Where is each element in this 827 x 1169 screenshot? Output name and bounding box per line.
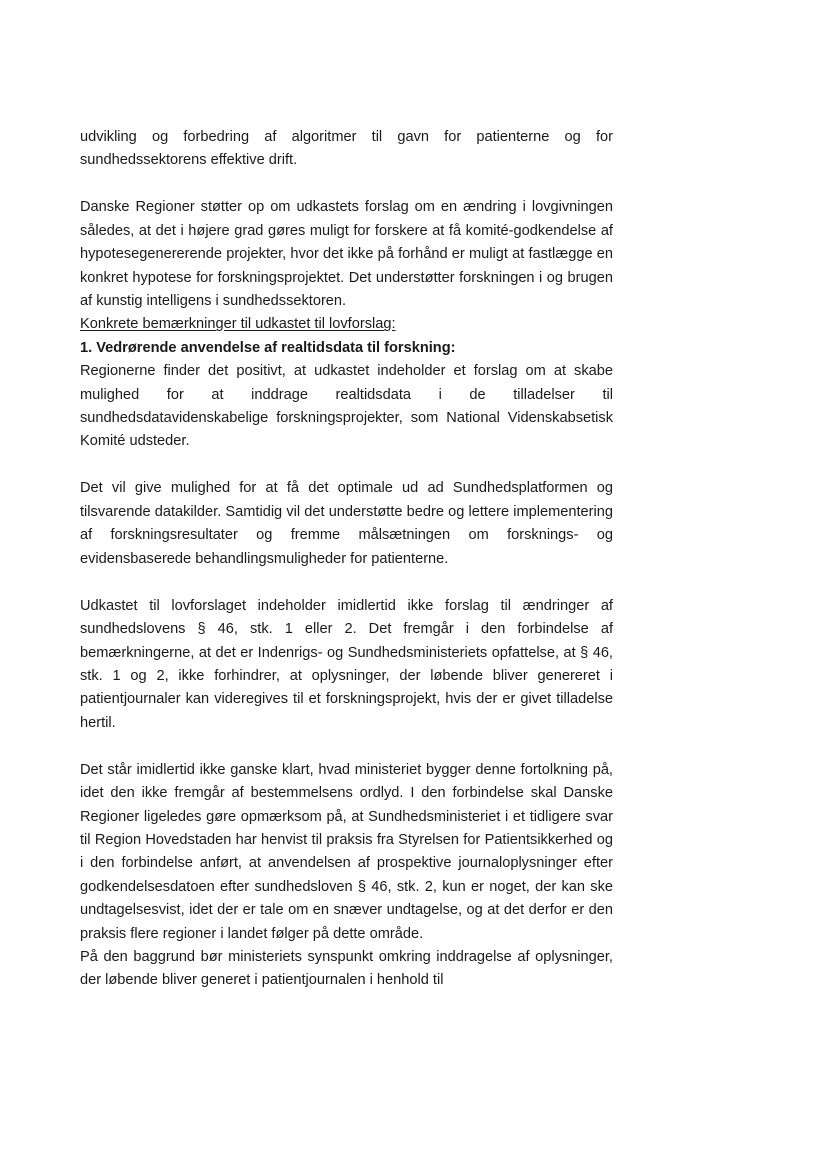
paragraph-support-statement: Danske Regioner støtter op om udkastets forslag om en ændring i lovgivningen således, at det i højere grad gøres muligt for forskere at få komité-godkendelse af hypotesegenererende projekter, hvor det ikke på forhånd er muligt at fastlægge en konkret hypotese for forskningsprojektet. Det understøtter forskningen i og brugen af kunstig intelligens i sundhedssektoren.: [80, 199, 613, 310]
document-body: [80, 126, 613, 993]
paragraph-intro-continuation: udvikling og forbedring af algoritmer til gavn for patienterne og for sundhedssektorens effektive drift.: [80, 129, 613, 169]
paragraph-ministry-view: På den baggrund bør ministeriets synspunkt omkring inddragelse af oplysninger, der løbende bliver generet i patientjournalen i henhold til: [80, 948, 613, 989]
paragraph-realtime-data: Regionerne finder det positivt, at udkastet indeholder et forslag om at skabe mulighed for at inddrage realtidsdata i de tilladelser til sundhedsdatavidenskabelige forskningsprojekter, som National Videnskabsetisk Komité udsteder.: [80, 363, 613, 450]
paragraph-interpretation: Det står imidlertid ikke ganske klart, hvad ministeriet bygger denne fortolkning på, idet den ikke fremgår af bestemmelsens ordlyd. I den forbindelse skal Danske Regioner ligeledes gøre opmærksom på, at Sundhedsministeriet i et tidligere svar til Region Hovedstaden har henvist til praksis fra Styrelsen for Patientsikkerhed og i den forbindelse anført, at anvendelsen af prospektive journaloplysninger efter godkendelsesdatoen efter sundhedsloven § 46, stk. 2, kun er noget, der kan ske undtagelsesvist, idet der er tale om en snæver undtagelse, og at det derfor er den praksis flere regioner i landet følger på dette område.: [80, 761, 613, 942]
paragraph-sundhedsplatformen: Det vil give mulighed for at få det optimale ud ad Sundhedsplatformen og tilsvarende datakilder. Samtidig vil det understøtte bedre og lettere implementering af forskningsresultater og fremme målsætningen om forsknings- og evidensbaserede behandlingsmuligheder for patienterne.: [80, 480, 613, 567]
section-heading: Konkrete bemærkninger til udkastet til lovforslag:: [80, 316, 396, 333]
subsection-heading: 1. Vedrørende anvendelse af realtidsdata til forskning:: [80, 339, 456, 356]
paragraph-section-46: Udkastet til lovforslaget indeholder imidlertid ikke forslag til ændringer af sundhedslovens § 46, stk. 1 eller 2. Det fremgår i den forbindelse af bemærkningerne, at det er Indenrigs- og Sundhedsministeriets opfattelse, at § 46, stk. 1 og 2, ikke forhindrer, at oplysninger, der løbende bliver genereret i patientjournaler kan videregives til et forskningsprojekt, hvis der er givet tilladelse hertil.: [80, 597, 613, 731]
